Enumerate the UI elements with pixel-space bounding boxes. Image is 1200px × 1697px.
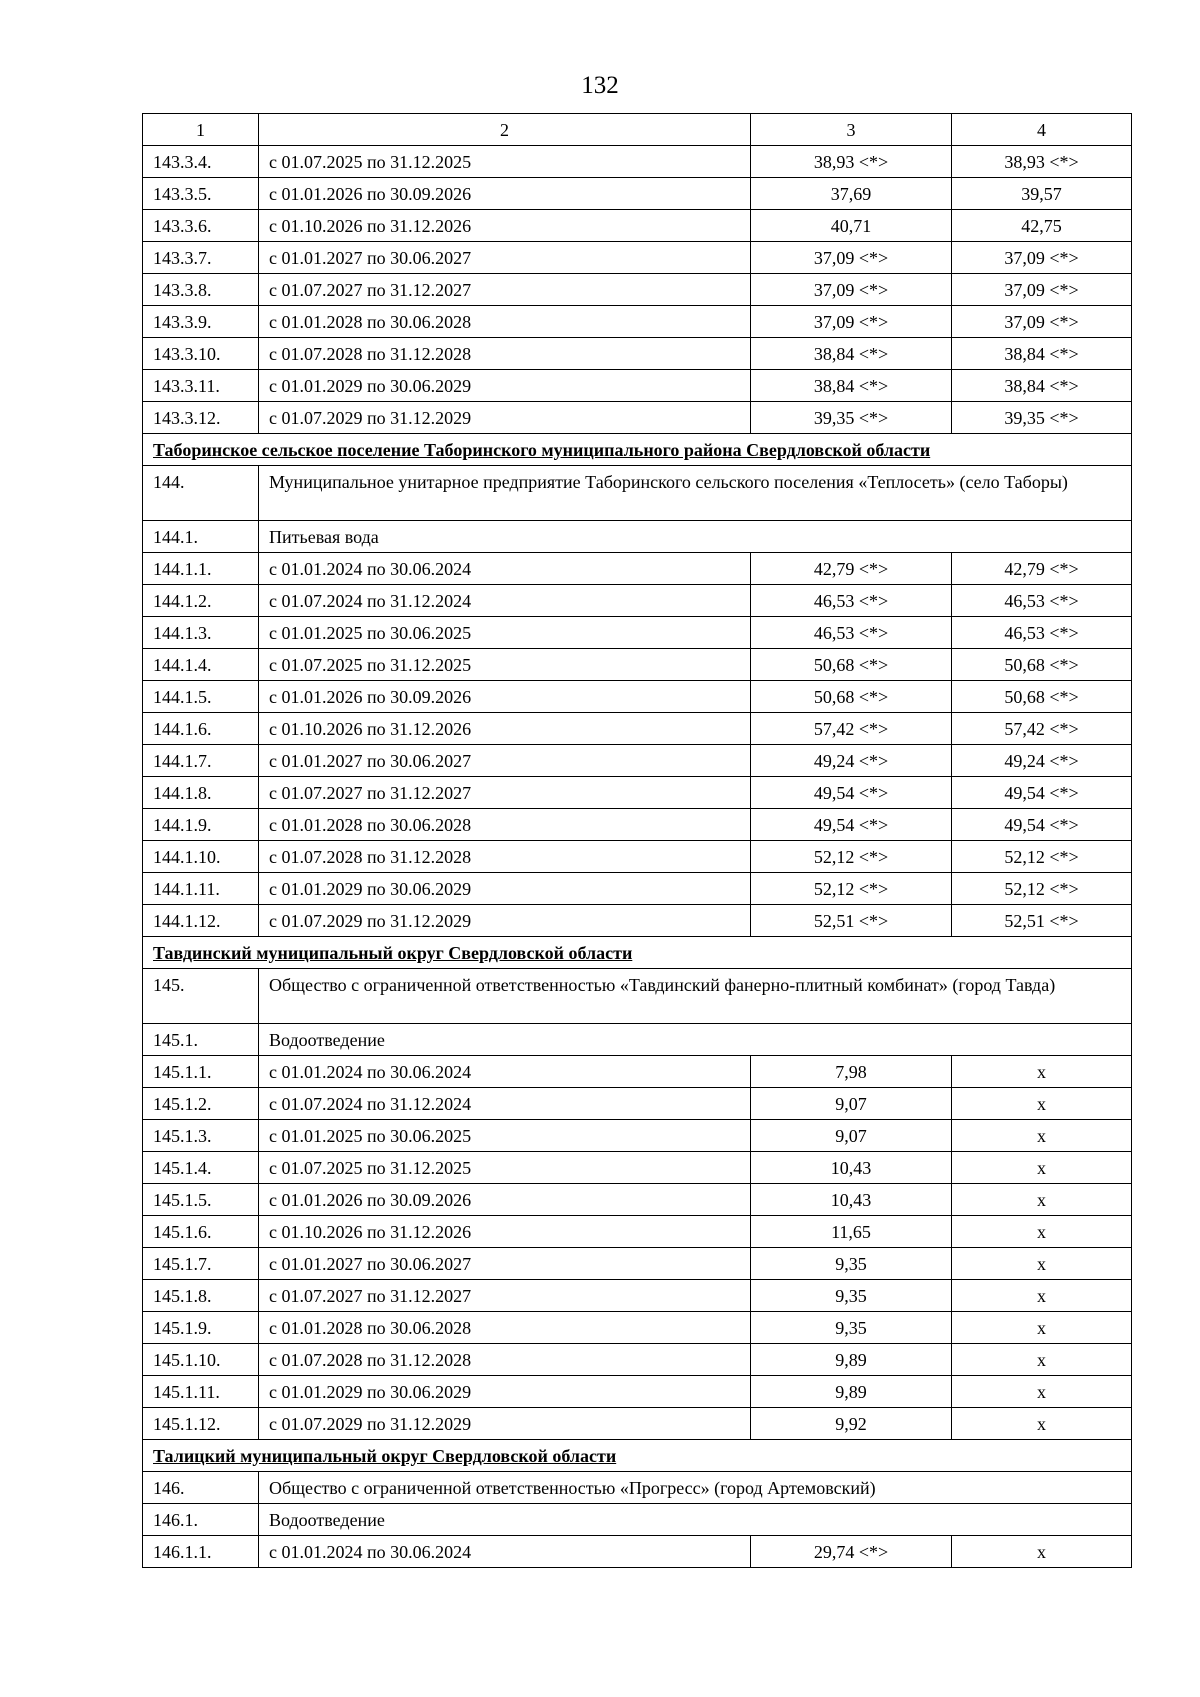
table-row [143, 713, 1132, 745]
row-number: 145.1.9. [143, 1312, 259, 1344]
value-col3: 9,92 [751, 1408, 952, 1440]
period-cell: с 01.10.2026 по 31.12.2026 [259, 210, 751, 242]
table-row [143, 681, 1132, 713]
row-number: 145.1.12. [143, 1408, 259, 1440]
table-row [143, 1536, 1132, 1568]
header-cell: 2 [259, 114, 751, 146]
table-row [143, 402, 1132, 434]
value-col4: х [952, 1344, 1132, 1376]
row-number: 144.1.12. [143, 905, 259, 937]
section-row [143, 1440, 1132, 1472]
value-col3: 7,98 [751, 1056, 952, 1088]
org-description: Общество с ограниченной ответственностью «Тавдинский фанерно-плитный комбинат» (город Тавда) [259, 969, 1132, 1024]
value-col4: х [952, 1408, 1132, 1440]
value-col4: 38,84 <*> [952, 338, 1132, 370]
row-number: 144. [143, 466, 259, 521]
row-number: 145.1.3. [143, 1120, 259, 1152]
value-col3: 49,54 <*> [751, 777, 952, 809]
table-row [143, 1408, 1132, 1440]
table-row [143, 1280, 1132, 1312]
value-col3: 10,43 [751, 1152, 952, 1184]
value-col3: 9,07 [751, 1120, 952, 1152]
period-cell: с 01.07.2029 по 31.12.2029 [259, 1408, 751, 1440]
value-col4: х [952, 1536, 1132, 1568]
row-number: 144.1.4. [143, 649, 259, 681]
value-col4: х [952, 1184, 1132, 1216]
value-col4: 39,35 <*> [952, 402, 1132, 434]
table-row [143, 146, 1132, 178]
value-col4: 46,53 <*> [952, 585, 1132, 617]
row-number: 144.1.3. [143, 617, 259, 649]
row-number: 146.1.1. [143, 1536, 259, 1568]
period-cell: с 01.01.2028 по 30.06.2028 [259, 809, 751, 841]
period-cell: с 01.07.2025 по 31.12.2025 [259, 1152, 751, 1184]
period-cell: с 01.01.2025 по 30.06.2025 [259, 1120, 751, 1152]
row-number: 143.3.8. [143, 274, 259, 306]
table-row [143, 1152, 1132, 1184]
table-row [143, 370, 1132, 402]
section-title: Тавдинский муниципальный округ Свердловской области [143, 937, 1132, 969]
table-row [143, 1376, 1132, 1408]
value-col4: х [952, 1152, 1132, 1184]
row-number: 145.1. [143, 1024, 259, 1056]
period-cell: с 01.07.2025 по 31.12.2025 [259, 146, 751, 178]
table-row [143, 649, 1132, 681]
table-row [143, 178, 1132, 210]
period-cell: с 01.01.2027 по 30.06.2027 [259, 745, 751, 777]
value-col3: 40,71 [751, 210, 952, 242]
value-col3: 37,09 <*> [751, 306, 952, 338]
table-row [143, 306, 1132, 338]
row-number: 144.1.7. [143, 745, 259, 777]
value-col4: х [952, 1120, 1132, 1152]
org-row [143, 466, 1132, 521]
value-col3: 42,79 <*> [751, 553, 952, 585]
org-description: Общество с ограниченной ответственностью «Прогресс» (город Артемовский) [259, 1472, 1132, 1504]
period-cell: с 01.07.2025 по 31.12.2025 [259, 649, 751, 681]
period-cell: с 01.01.2024 по 30.06.2024 [259, 1536, 751, 1568]
period-cell: с 01.01.2027 по 30.06.2027 [259, 1248, 751, 1280]
value-col4: 46,53 <*> [952, 617, 1132, 649]
value-col3: 9,35 [751, 1312, 952, 1344]
value-col4: 42,75 [952, 210, 1132, 242]
period-cell: с 01.01.2024 по 30.06.2024 [259, 553, 751, 585]
value-col4: 38,93 <*> [952, 146, 1132, 178]
header-cell: 4 [952, 114, 1132, 146]
value-col3: 37,69 [751, 178, 952, 210]
row-number: 146. [143, 1472, 259, 1504]
value-col4: 39,57 [952, 178, 1132, 210]
org-description: Водоотведение [259, 1504, 1132, 1536]
value-col3: 9,07 [751, 1088, 952, 1120]
table-row [143, 745, 1132, 777]
org-row [143, 521, 1132, 553]
value-col3: 37,09 <*> [751, 274, 952, 306]
value-col4: х [952, 1248, 1132, 1280]
value-col3: 9,35 [751, 1280, 952, 1312]
value-col3: 49,24 <*> [751, 745, 952, 777]
value-col3: 57,42 <*> [751, 713, 952, 745]
row-number: 143.3.12. [143, 402, 259, 434]
row-number: 144.1.1. [143, 553, 259, 585]
row-number: 144.1.9. [143, 809, 259, 841]
value-col4: 49,54 <*> [952, 777, 1132, 809]
value-col3: 39,35 <*> [751, 402, 952, 434]
org-description: Муниципальное унитарное предприятие Таборинского сельского поселения «Теплосеть» (село Таборы) [259, 466, 1132, 521]
value-col4: 37,09 <*> [952, 274, 1132, 306]
org-row [143, 1024, 1132, 1056]
table-row [143, 210, 1132, 242]
row-number: 145.1.8. [143, 1280, 259, 1312]
period-cell: с 01.01.2025 по 30.06.2025 [259, 617, 751, 649]
value-col3: 38,84 <*> [751, 370, 952, 402]
value-col3: 49,54 <*> [751, 809, 952, 841]
row-number: 143.3.4. [143, 146, 259, 178]
table-row [143, 338, 1132, 370]
value-col3: 46,53 <*> [751, 617, 952, 649]
row-number: 143.3.10. [143, 338, 259, 370]
table-row [143, 1120, 1132, 1152]
value-col4: х [952, 1216, 1132, 1248]
page-number: 132 [581, 72, 619, 99]
value-col3: 38,84 <*> [751, 338, 952, 370]
period-cell: с 01.07.2028 по 31.12.2028 [259, 1344, 751, 1376]
value-col3: 52,12 <*> [751, 841, 952, 873]
period-cell: с 01.01.2029 по 30.06.2029 [259, 873, 751, 905]
org-row [143, 969, 1132, 1024]
value-col4: 52,12 <*> [952, 873, 1132, 905]
period-cell: с 01.01.2024 по 30.06.2024 [259, 1056, 751, 1088]
period-cell: с 01.01.2027 по 30.06.2027 [259, 242, 751, 274]
period-cell: с 01.07.2029 по 31.12.2029 [259, 905, 751, 937]
row-number: 145.1.4. [143, 1152, 259, 1184]
value-col4: 50,68 <*> [952, 681, 1132, 713]
row-number: 145.1.1. [143, 1056, 259, 1088]
table-row [143, 873, 1132, 905]
row-number: 143.3.11. [143, 370, 259, 402]
table-row [143, 1088, 1132, 1120]
value-col3: 52,51 <*> [751, 905, 952, 937]
value-col4: 57,42 <*> [952, 713, 1132, 745]
row-number: 144.1.2. [143, 585, 259, 617]
value-col3: 52,12 <*> [751, 873, 952, 905]
row-number: 144.1.6. [143, 713, 259, 745]
period-cell: с 01.01.2028 по 30.06.2028 [259, 1312, 751, 1344]
org-description: Водоотведение [259, 1024, 1132, 1056]
row-number: 145.1.7. [143, 1248, 259, 1280]
value-col3: 11,65 [751, 1216, 952, 1248]
period-cell: с 01.01.2026 по 30.09.2026 [259, 681, 751, 713]
value-col3: 37,09 <*> [751, 242, 952, 274]
value-col4: х [952, 1280, 1132, 1312]
row-number: 145.1.11. [143, 1376, 259, 1408]
table-row [143, 1248, 1132, 1280]
row-number: 145. [143, 969, 259, 1024]
value-col4: 37,09 <*> [952, 242, 1132, 274]
value-col4: х [952, 1056, 1132, 1088]
row-number: 144.1.5. [143, 681, 259, 713]
value-col3: 50,68 <*> [751, 681, 952, 713]
header-cell: 1 [143, 114, 259, 146]
table-row [143, 1056, 1132, 1088]
value-col4: 42,79 <*> [952, 553, 1132, 585]
value-col4: х [952, 1312, 1132, 1344]
table-row [143, 1184, 1132, 1216]
table-row [143, 777, 1132, 809]
row-number: 143.3.7. [143, 242, 259, 274]
table-row [143, 242, 1132, 274]
header-cell: 3 [751, 114, 952, 146]
period-cell: с 01.07.2024 по 31.12.2024 [259, 1088, 751, 1120]
period-cell: с 01.10.2026 по 31.12.2026 [259, 1216, 751, 1248]
period-cell: с 01.07.2027 по 31.12.2027 [259, 777, 751, 809]
row-number: 146.1. [143, 1504, 259, 1536]
table-row [143, 905, 1132, 937]
value-col3: 29,74 <*> [751, 1536, 952, 1568]
value-col3: 9,89 [751, 1344, 952, 1376]
row-number: 145.1.6. [143, 1216, 259, 1248]
table-row [143, 809, 1132, 841]
table-row [143, 553, 1132, 585]
value-col4: 49,24 <*> [952, 745, 1132, 777]
table-row [143, 617, 1132, 649]
section-row [143, 937, 1132, 969]
header-row [143, 114, 1132, 146]
section-row [143, 434, 1132, 466]
value-col4: х [952, 1376, 1132, 1408]
value-col3: 38,93 <*> [751, 146, 952, 178]
period-cell: с 01.10.2026 по 31.12.2026 [259, 713, 751, 745]
value-col3: 9,35 [751, 1248, 952, 1280]
org-row [143, 1504, 1132, 1536]
row-number: 144.1. [143, 521, 259, 553]
value-col3: 10,43 [751, 1184, 952, 1216]
period-cell: с 01.01.2026 по 30.09.2026 [259, 178, 751, 210]
value-col3: 9,89 [751, 1376, 952, 1408]
value-col3: 50,68 <*> [751, 649, 952, 681]
table-row [143, 1344, 1132, 1376]
row-number: 145.1.5. [143, 1184, 259, 1216]
value-col4: 52,51 <*> [952, 905, 1132, 937]
row-number: 145.1.10. [143, 1344, 259, 1376]
period-cell: с 01.07.2027 по 31.12.2027 [259, 274, 751, 306]
period-cell: с 01.07.2027 по 31.12.2027 [259, 1280, 751, 1312]
value-col4: 37,09 <*> [952, 306, 1132, 338]
row-number: 144.1.11. [143, 873, 259, 905]
value-col4: 49,54 <*> [952, 809, 1132, 841]
value-col4: 52,12 <*> [952, 841, 1132, 873]
table-row [143, 1216, 1132, 1248]
row-number: 145.1.2. [143, 1088, 259, 1120]
period-cell: с 01.01.2029 по 30.06.2029 [259, 1376, 751, 1408]
table-row [143, 274, 1132, 306]
table-row [143, 841, 1132, 873]
period-cell: с 01.01.2028 по 30.06.2028 [259, 306, 751, 338]
value-col4: 38,84 <*> [952, 370, 1132, 402]
period-cell: с 01.01.2029 по 30.06.2029 [259, 370, 751, 402]
tariff-table [142, 113, 1132, 1568]
row-number: 144.1.10. [143, 841, 259, 873]
row-number: 143.3.9. [143, 306, 259, 338]
row-number: 144.1.8. [143, 777, 259, 809]
period-cell: с 01.01.2026 по 30.09.2026 [259, 1184, 751, 1216]
value-col4: 50,68 <*> [952, 649, 1132, 681]
row-number: 143.3.6. [143, 210, 259, 242]
row-number: 143.3.5. [143, 178, 259, 210]
period-cell: с 01.07.2024 по 31.12.2024 [259, 585, 751, 617]
table-row [143, 585, 1132, 617]
org-row [143, 1472, 1132, 1504]
period-cell: с 01.07.2028 по 31.12.2028 [259, 338, 751, 370]
org-description: Питьевая вода [259, 521, 1132, 553]
value-col4: х [952, 1088, 1132, 1120]
period-cell: с 01.07.2029 по 31.12.2029 [259, 402, 751, 434]
section-title: Таборинское сельское поселение Таборинского муниципального района Свердловской области [143, 434, 1132, 466]
section-title: Талицкий муниципальный округ Свердловской области [143, 1440, 1132, 1472]
table-row [143, 1312, 1132, 1344]
period-cell: с 01.07.2028 по 31.12.2028 [259, 841, 751, 873]
value-col3: 46,53 <*> [751, 585, 952, 617]
